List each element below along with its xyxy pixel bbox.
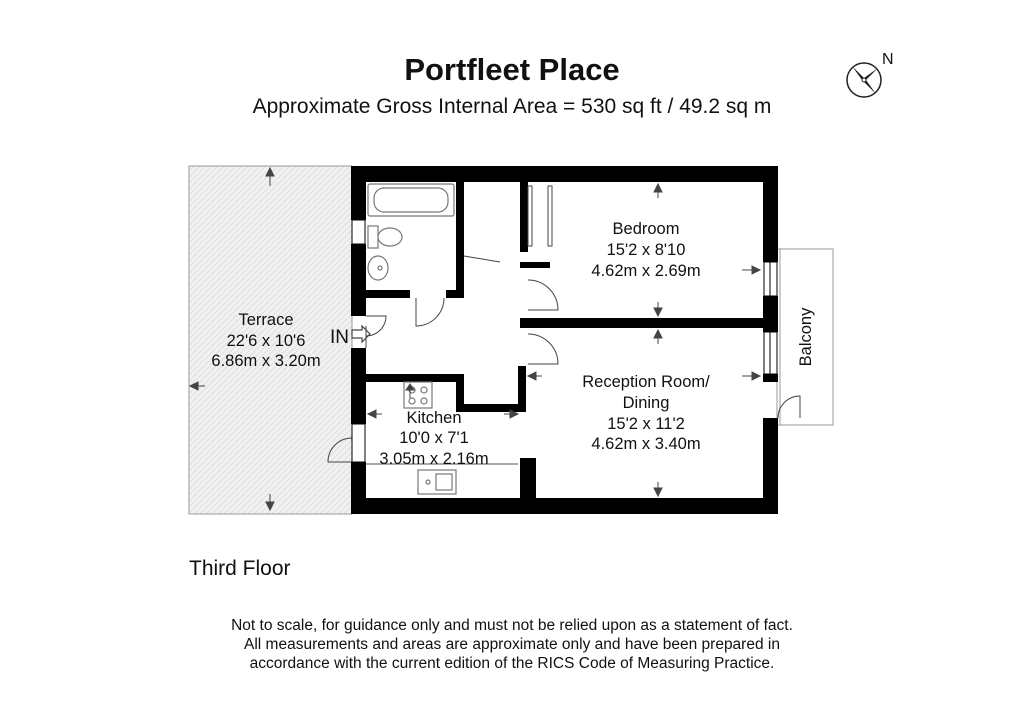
reception-name-line2: Dining	[622, 394, 670, 412]
kitchen-imperial: 10'0 x 7'1	[399, 429, 469, 447]
terrace-name: Terrace	[238, 311, 294, 329]
compass-north-label: N	[882, 51, 894, 68]
page-title: Portfleet Place	[404, 52, 620, 87]
bedroom-metric: 4.62m x 2.69m	[591, 262, 701, 280]
toilet-icon	[368, 226, 378, 248]
entrance-label: IN	[330, 327, 349, 348]
reception-imperial: 15'2 x 11'2	[607, 415, 685, 433]
balcony-name: Balcony	[797, 307, 815, 367]
reception-name: Reception Room/	[582, 373, 710, 391]
disclaimer	[0, 616, 1024, 673]
compass-icon	[847, 63, 881, 97]
terrace-metric: 6.86m x 3.20m	[211, 352, 321, 370]
disclaimer-line-3: accordance with the current edition of the RICS Code of Measuring Practice.	[249, 655, 775, 672]
reception-metric: 4.62m x 3.40m	[591, 435, 701, 453]
floor-label: Third Floor	[189, 557, 291, 580]
bedroom-name: Bedroom	[612, 220, 680, 238]
kitchen-name: Kitchen	[406, 409, 462, 427]
kitchen-metric: 3.05m x 2.16m	[379, 450, 489, 468]
disclaimer-line-2: All measurements and areas are approximate only and have been prepared in	[244, 636, 780, 653]
area-subtitle: Approximate Gross Internal Area = 530 sq ft / 49.2 sq m	[252, 95, 772, 118]
disclaimer-line-1: Not to scale, for guidance only and must not be relied upon as a statement of fact.	[231, 617, 793, 634]
bedroom-imperial: 15'2 x 8'10	[606, 241, 686, 259]
bathroom-fixtures	[368, 184, 454, 280]
entrance-arrow-icon	[352, 326, 370, 342]
terrace-imperial: 22'6 x 10'6	[226, 332, 306, 350]
